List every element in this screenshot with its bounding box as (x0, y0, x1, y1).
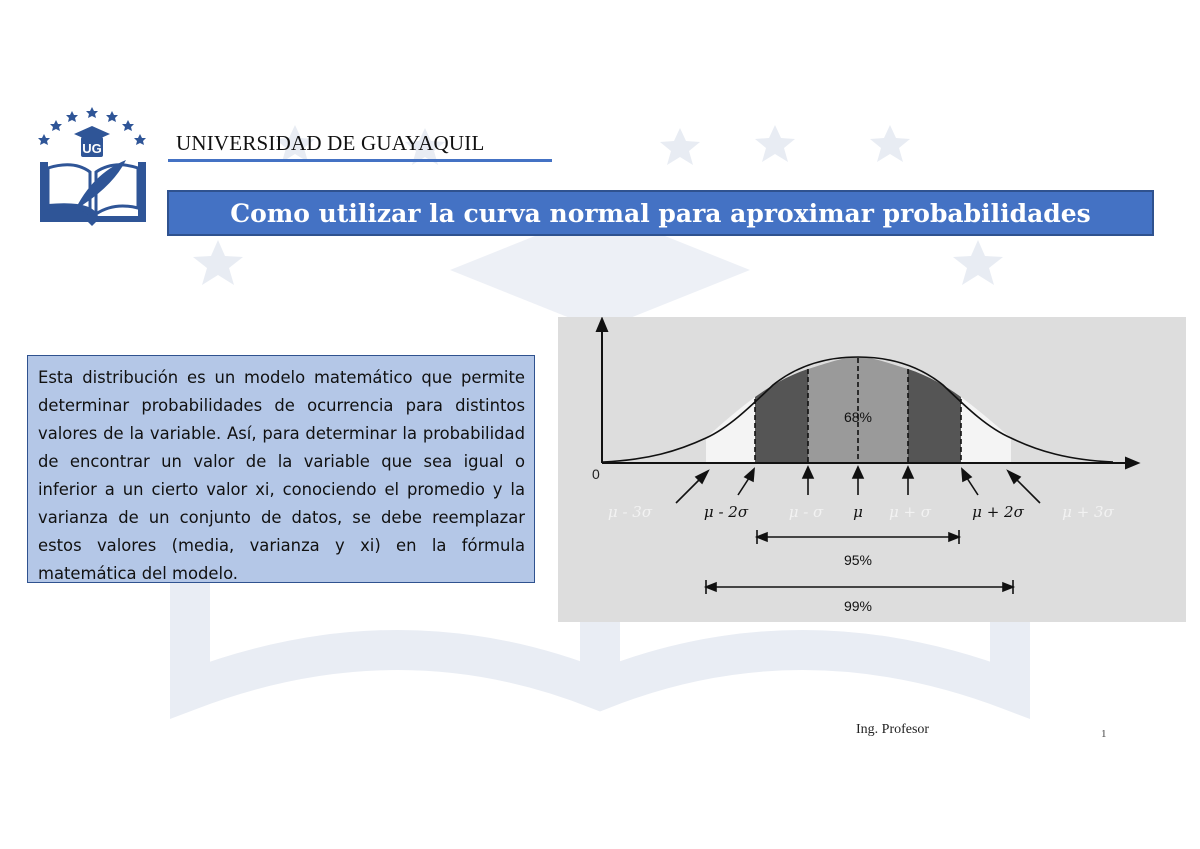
axis-label-mu-minus-3sigma: μ - 3σ (607, 503, 653, 521)
university-logo (34, 104, 152, 228)
axis-label-mu: μ (853, 503, 863, 521)
watermark-star-icon (953, 240, 1003, 285)
title-banner (167, 190, 1154, 236)
page-title: Como utilizar la curva normal para aproximar probabilidades (230, 198, 1091, 228)
axis-label-mu-plus-3sigma: μ + 3σ (1062, 503, 1114, 521)
watermark-star-icon (870, 125, 910, 162)
watermark-star-icon (755, 125, 795, 162)
axis-label-mu-minus-sigma: μ - σ (788, 503, 824, 521)
logo-star-icon (66, 111, 78, 122)
description-box (27, 355, 535, 583)
axis-label-mu-plus-sigma: μ + σ (888, 503, 932, 521)
logo-star-icon (38, 134, 50, 145)
pct-95-label: 95% (843, 552, 873, 568)
logo-star-icon (50, 120, 62, 131)
axis-label-mu-plus-2sigma: μ + 2σ (972, 503, 1024, 521)
logo-star-icon (106, 111, 118, 122)
pct-99-label: 99% (843, 598, 873, 614)
logo-star-icon (122, 120, 134, 131)
university-name: UNIVERSIDAD DE GUAYAQUIL (176, 131, 485, 155)
watermark-star-icon (660, 128, 700, 165)
logo-star-icon (134, 134, 146, 145)
description-text: Esta distribución es un modelo matemático que permite determinar probabilidades de ocurrencia para distintos valores de la variable. Así, para determinar la probabilidad de encontrar un valor de la variable que sea igual o inferior a un cierto valor xi, conociendo el promedio y la varianza de un conjunto de datos, se debe reemplazar estos valores (media, varianza y xi) en la fórmula matemática del modelo. (38, 368, 525, 583)
normal-curve-figure (558, 317, 1186, 622)
header-divider (168, 159, 552, 162)
origin-label: 0 (592, 466, 600, 482)
axis-label-mu-minus-2sigma: μ - 2σ (703, 503, 749, 521)
page-number: 1 (1101, 728, 1107, 740)
pct-68-label: 68% (843, 409, 873, 425)
author-footer: Ing. Profesor (856, 722, 930, 737)
logo-star-icon (86, 107, 98, 118)
watermark-star-icon (193, 240, 243, 285)
logo-monogram: UG (82, 141, 102, 156)
